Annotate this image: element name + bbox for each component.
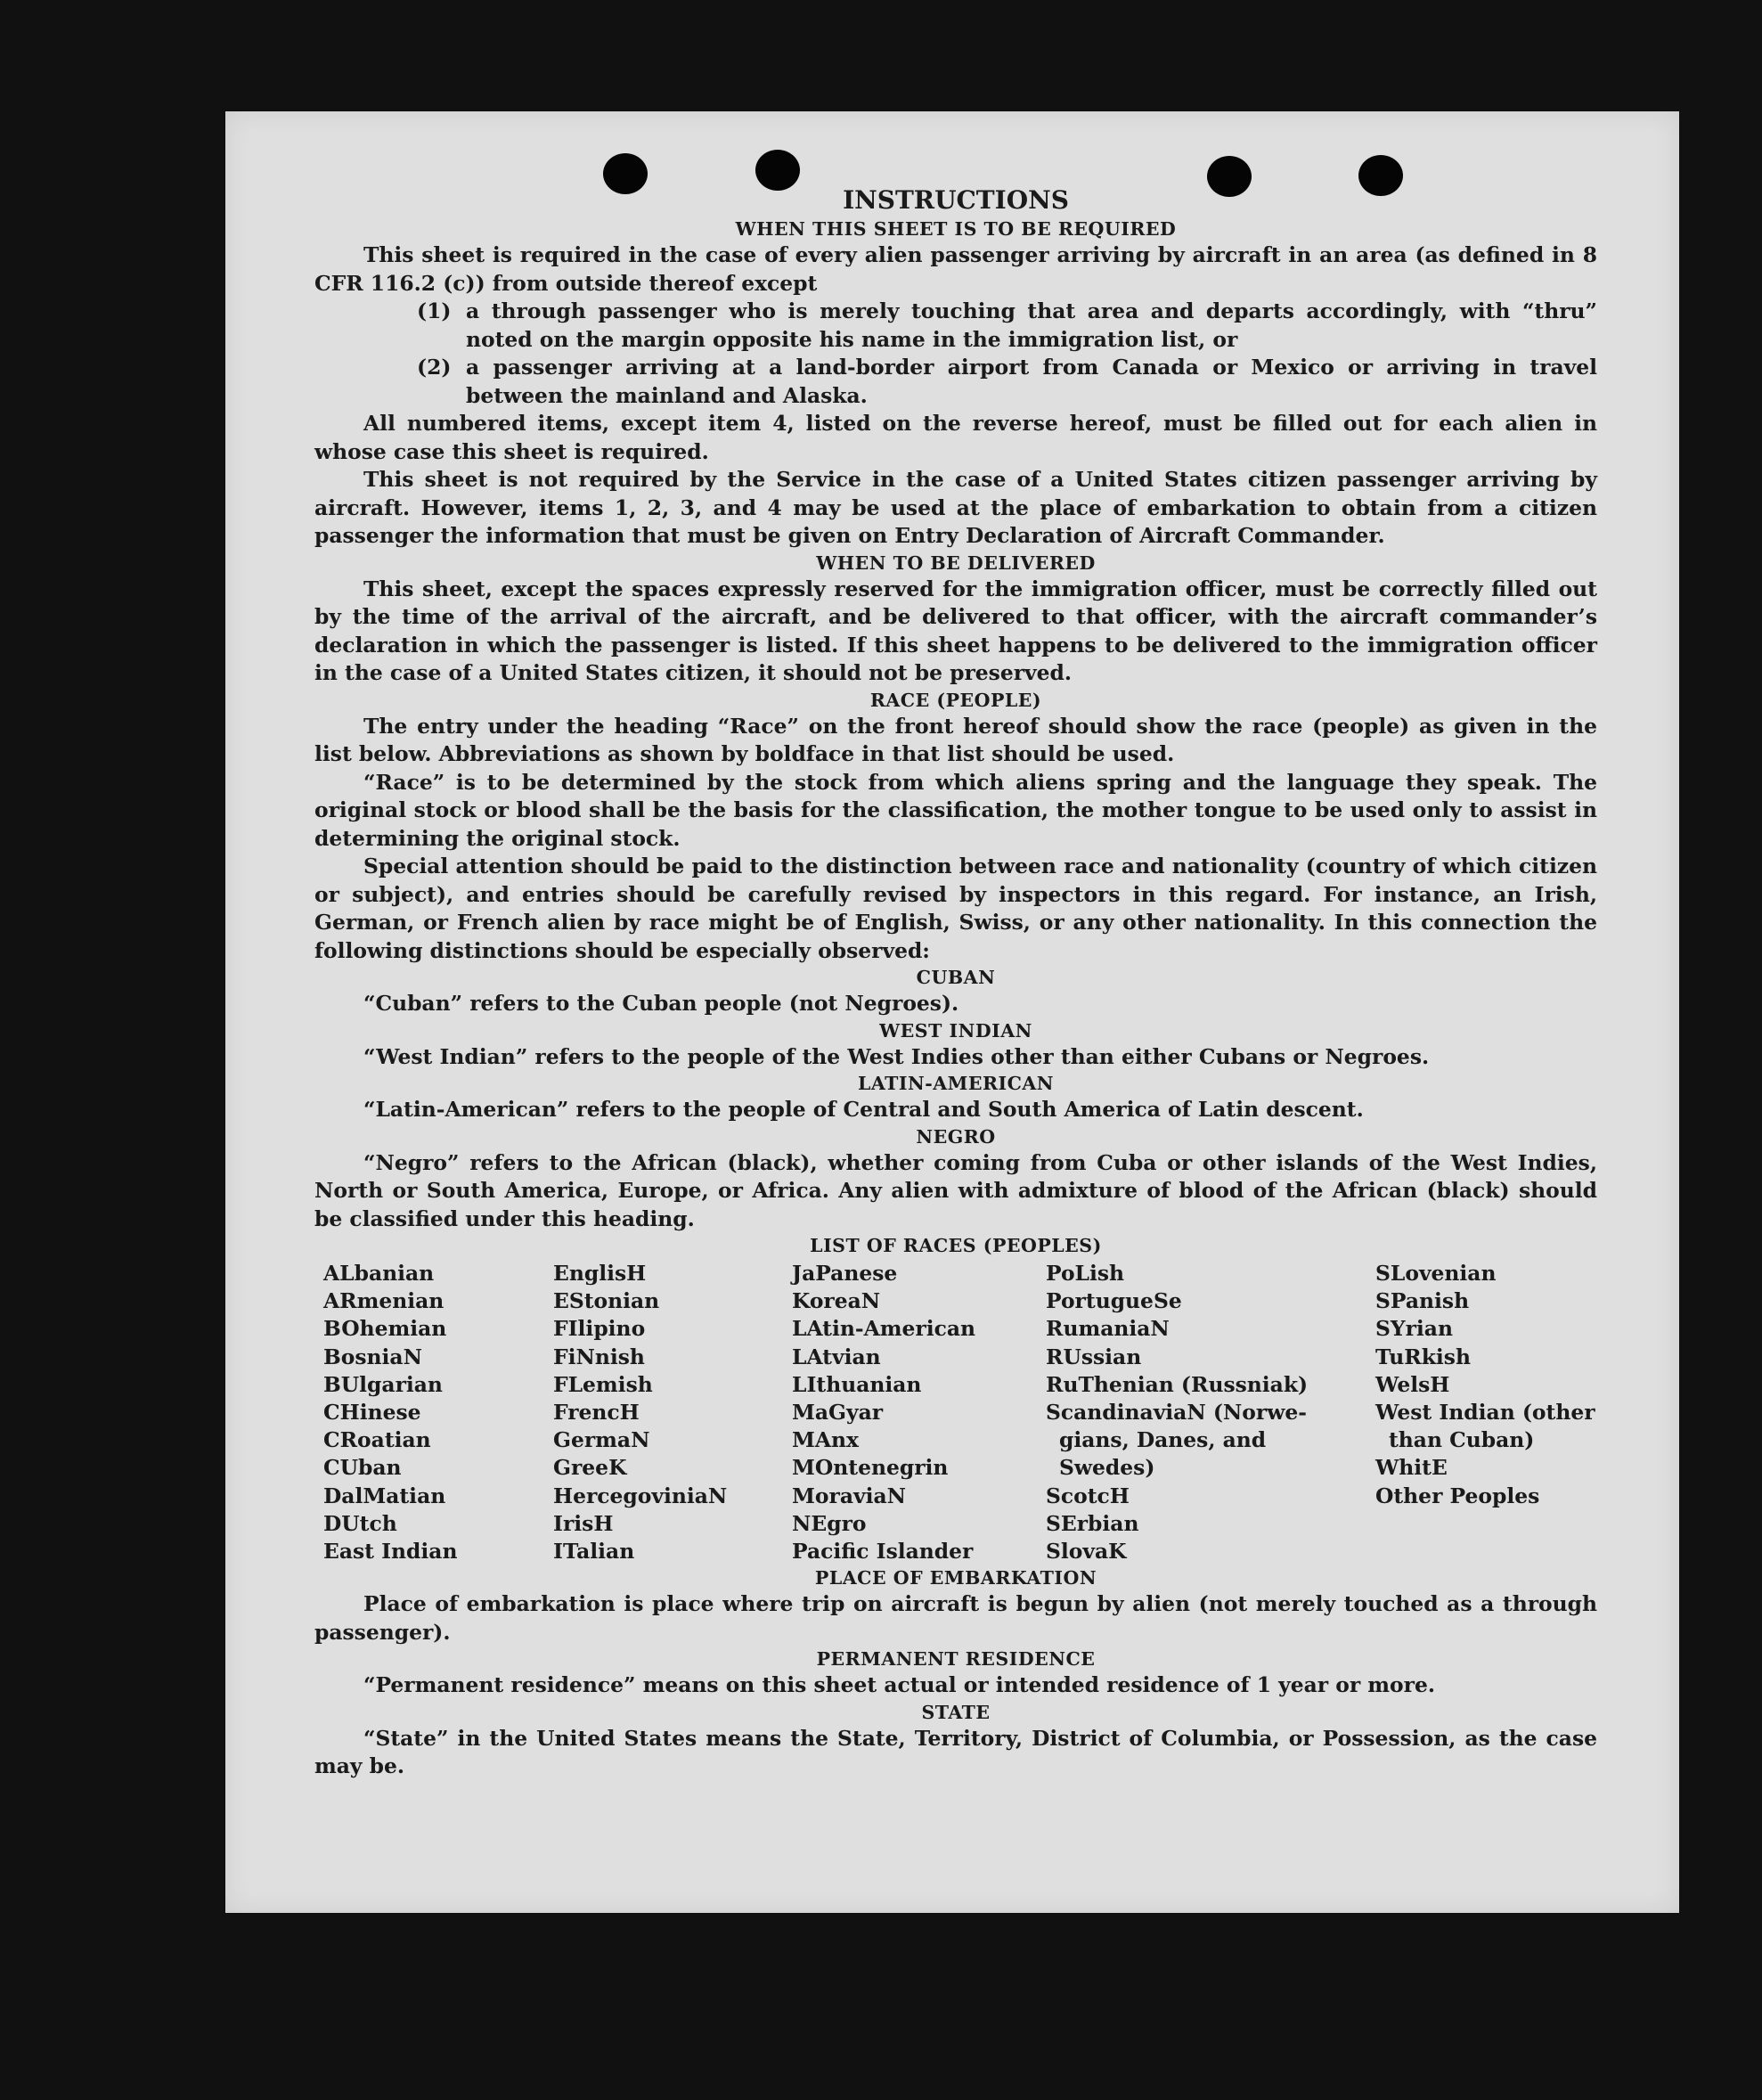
section-heading: LATIN-AMERICAN	[857, 1073, 1055, 1094]
race-item: FLemish	[553, 1371, 653, 1397]
race-item: BosniaN	[323, 1344, 422, 1369]
races-column-2	[553, 1260, 792, 1565]
paragraph: This sheet, except the spaces expressly reserved for the immigration officer, must be correctly filled out by the time of the arrival of the aircraft, and be delivered to that officer, with the aircraft commander’s declaration in which the passenger is listed. If this sheet happens to be delivered to the immigration officer in the case of a United States citizen, it should not be preserved.	[314, 576, 1597, 685]
section-heading: STATE	[921, 1701, 991, 1723]
races-list	[323, 1260, 1597, 1565]
race-item: FiNnish	[553, 1344, 645, 1369]
paragraph: Place of embarkation is place where trip on aircraft is begun by alien (not merely touched as a through passenger).	[314, 1591, 1597, 1645]
race-item: RumaniaN	[1046, 1316, 1170, 1342]
race-item: gians, Danes, and	[1059, 1427, 1267, 1453]
instructions-content	[314, 184, 1597, 1781]
paragraph: “State” in the United States means the State, Territory, District of Columbia, or Possession, as the case may be.	[314, 1725, 1597, 1779]
paragraph: All numbered items, except item 4, listed on the reverse hereof, must be filled out for each alien in whose case this sheet is required.	[314, 411, 1597, 464]
document-sheet	[225, 111, 1679, 1913]
race-item: JaPanese	[792, 1261, 898, 1286]
paragraph: “Permanent residence” means on this sheet actual or intended residence of 1 year or more.	[363, 1672, 1435, 1698]
race-item: MaGyar	[792, 1400, 884, 1426]
race-item: MoraviaN	[792, 1483, 906, 1508]
race-item: TuRkish	[1375, 1344, 1471, 1369]
races-column-1	[323, 1260, 553, 1565]
race-item: PortugueSe	[1046, 1288, 1182, 1314]
race-item: ScandinaviaN (Norwe-	[1046, 1400, 1307, 1426]
section-heading: CUBAN	[916, 967, 996, 988]
race-item: CRoatian	[323, 1427, 431, 1453]
race-item: SYrian	[1375, 1316, 1453, 1342]
paragraph: “Cuban” refers to the Cuban people (not Negroes).	[363, 991, 959, 1016]
item-text: a through passenger who is merely touching that area and departs accordingly, with “thru” noted on the margin opposite his name in the immigration list, or	[466, 298, 1597, 352]
race-item: SlovaK	[1046, 1539, 1127, 1565]
section-heading: PLACE OF EMBARKATION	[814, 1567, 1097, 1589]
race-item: KoreaN	[792, 1288, 881, 1314]
race-item: BOhemian	[323, 1316, 447, 1342]
race-item: EStonian	[553, 1288, 660, 1314]
race-item: LAtvian	[792, 1344, 881, 1369]
race-item: RUssian	[1046, 1344, 1142, 1369]
race-item: CUban	[323, 1455, 402, 1481]
races-column-4	[1046, 1260, 1375, 1565]
page-title: INSTRUCTIONS	[843, 185, 1069, 215]
race-item: CHinese	[323, 1400, 421, 1426]
race-item: Other Peoples	[1375, 1483, 1540, 1508]
item-number: (1)	[417, 298, 452, 323]
list-item	[417, 298, 1597, 354]
race-item: ITalian	[553, 1539, 635, 1565]
race-item: IrisH	[553, 1510, 614, 1536]
race-item: ARmenian	[323, 1288, 445, 1314]
race-item: MOntenegrin	[792, 1455, 949, 1481]
race-item: RuThenian (Russniak)	[1046, 1371, 1309, 1397]
race-item: MAnx	[792, 1427, 859, 1453]
race-item: DalMatian	[323, 1483, 446, 1508]
race-item: SPanish	[1375, 1288, 1470, 1314]
section-heading: WHEN THIS SHEET IS TO BE REQUIRED	[735, 218, 1177, 240]
paragraph: This sheet is not required by the Service in the case of a United States citizen passenger arriving by aircraft. However, items 1, 2, 3, and 4 may be used at the place of embarkation to obtain from a citizen passenger the information that must be given on Entry Declaration of Aircraft Commander.	[314, 467, 1597, 548]
section-heading: PERMANENT RESIDENCE	[816, 1648, 1096, 1671]
race-item: East Indian	[323, 1539, 458, 1565]
race-item: than Cuban)	[1389, 1427, 1535, 1453]
race-item: ScotcH	[1046, 1483, 1130, 1508]
races-column-5	[1375, 1260, 1606, 1565]
race-item: GreeK	[553, 1455, 627, 1481]
list-item	[417, 354, 1597, 410]
race-item: Swedes)	[1059, 1455, 1155, 1481]
section-heading: LIST OF RACES (PEOPLES)	[810, 1235, 1102, 1256]
race-item: PoLish	[1046, 1261, 1125, 1286]
section-heading: WHEN TO BE DELIVERED	[816, 552, 1096, 574]
paragraph: The entry under the heading “Race” on the front hereof should show the race (people) as given in the list below. Abbreviations as shown by boldface in that list should be used.	[314, 713, 1597, 766]
race-item: EnglisH	[553, 1261, 647, 1286]
race-item: WhitE	[1375, 1455, 1448, 1481]
paragraph: “Latin-American” refers to the people of Central and South America of Latin descent.	[363, 1097, 1364, 1122]
paragraph: “West Indian” refers to the people of the West Indies other than either Cubans or Negroes.	[363, 1043, 1430, 1069]
item-text: a passenger arriving at a land-border airport from Canada or Mexico or arriving in travel between the mainland and Alaska.	[466, 355, 1597, 408]
race-item: NEgro	[792, 1510, 867, 1536]
races-column-3	[792, 1260, 1046, 1565]
paragraph: “Negro” refers to the African (black), whether coming from Cuba or other islands of the West Indies, North or South America, Europe, or Africa. Any alien with admixture of blood of the African (black) should be classified under this heading.	[314, 1149, 1597, 1231]
race-item: SErbian	[1046, 1510, 1139, 1536]
paragraph: Special attention should be paid to the distinction between race and nationality (country of which citizen or subject), and entries should be carefully revised by inspectors in this regard. For instance, an Irish, German, or French alien by race might be of English, Swiss, or any other nationality. In this connection the following distinctions should be especially observed:	[314, 854, 1597, 963]
race-item: BUlgarian	[323, 1371, 443, 1397]
race-item: DUtch	[323, 1510, 397, 1536]
race-item: West Indian (other	[1375, 1400, 1595, 1426]
section-heading: WEST INDIAN	[879, 1019, 1032, 1042]
section-heading: NEGRO	[916, 1125, 996, 1148]
race-item: FIlipino	[553, 1316, 646, 1342]
section-heading: RACE (PEOPLE)	[869, 689, 1042, 711]
paragraph: “Race” is to be determined by the stock from which aliens spring and the language they speak. The original stock or blood shall be the basis for the classification, the mother tongue to be used only to assist in determining the original stock.	[314, 769, 1597, 851]
race-item: GermaN	[553, 1427, 650, 1453]
race-item: FrencH	[553, 1400, 640, 1426]
race-item: SLovenian	[1375, 1261, 1497, 1286]
race-item: Pacific Islander	[792, 1539, 974, 1565]
race-item: ALbanian	[323, 1261, 435, 1286]
race-item: HercegoviniaN	[553, 1483, 728, 1508]
item-number: (2)	[417, 355, 452, 380]
race-item: LIthuanian	[792, 1371, 922, 1397]
paragraph: This sheet is required in the case of every alien passenger arriving by aircraft in an area (as defined in 8 CFR 116.2 (c)) from outside thereof except	[314, 242, 1597, 296]
race-item: LAtin-American	[792, 1316, 975, 1342]
race-item: WelsH	[1375, 1371, 1450, 1397]
